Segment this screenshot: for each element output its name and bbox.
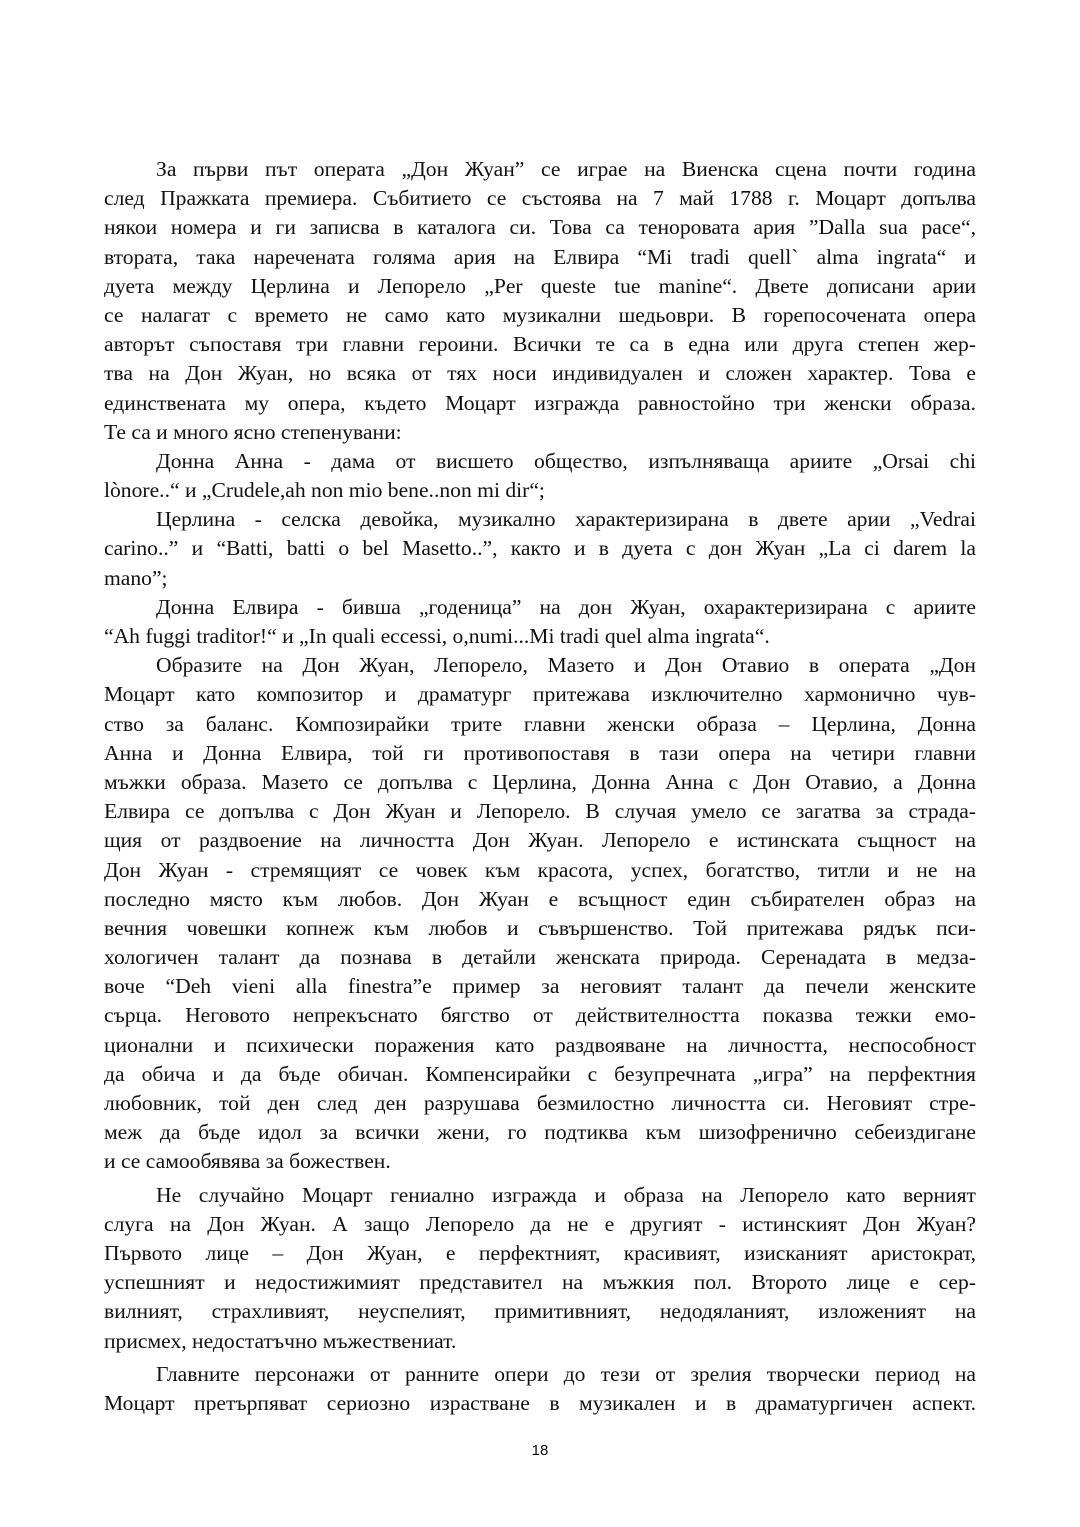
text-line: carino..” и “Batti, batti o bel Masetto..”, както и в дуета с дон Жуан „La ci darem la bbox=[104, 536, 976, 561]
text-line: меж да бъде идол за всички жени, го подтиква към шизофренично себеиздигане bbox=[104, 1120, 976, 1145]
text-line: Образите на Дон Жуан, Лепорело, Мазето и Дон Отавио в операта „Дон bbox=[156, 653, 976, 678]
text-line: след Пражката премиера. Събитието се състоява на 7 май 1788 г. Моцарт допълва bbox=[104, 186, 976, 211]
text-line: присмех, недостатъчно мъжествениат. bbox=[104, 1328, 457, 1353]
text-line: слуга на Дон Жуан. А защо Лепорело да не е другият - истинският Дон Жуан? bbox=[104, 1211, 976, 1236]
text-line: се налагат с времето не само като музикални шедьоври. В горепосочената опера bbox=[104, 302, 976, 327]
text-line: Елвира се допълва с Дон Жуан и Лепорело. В случая умело се загатва за страда- bbox=[104, 799, 976, 824]
text-line: ционални и психически поражения като раздвояване на личността, неспособност bbox=[104, 1032, 976, 1057]
page-number: 18 bbox=[531, 1442, 549, 1459]
text-line: единствената му опера, където Моцарт изгражда равностойно три женски образа. bbox=[104, 390, 976, 415]
paragraph-3 bbox=[104, 505, 976, 593]
text-line: Първото лице – Дон Жуан, е перфектният, красивият, изисканият аристократ, bbox=[104, 1240, 976, 1265]
paragraph-2 bbox=[104, 447, 976, 505]
text-line: ство за баланс. Композирайки трите главни женски образа – Церлина, Донна bbox=[104, 711, 976, 736]
text-line: Донна Анна - дама от висшето общество, изпълняваща ариите „Orsai chi bbox=[156, 448, 976, 473]
text-line: някои номера и ги записва в каталога си. Това са теноровата ария ”Dalla sua pace“, bbox=[104, 215, 976, 240]
text-line: воче “Deh vieni alla finestra”е пример за неговият талант да печели женските bbox=[104, 974, 976, 999]
text-line: дуета между Церлина и Лепорело „Per queste tue manine“. Двете дописани арии bbox=[104, 273, 976, 298]
text-line: Те са и много ясно степенувани: bbox=[104, 419, 402, 444]
paragraph-1 bbox=[104, 155, 976, 447]
text-line: За първи път операта „Дон Жуан” се играе на Виенска сцена почти година bbox=[156, 157, 976, 181]
paragraph-7 bbox=[104, 1360, 976, 1418]
paragraph-6 bbox=[104, 1181, 976, 1356]
text-line: lònore..“ и „Crudele,ah non mio bene..non mi dir“; bbox=[104, 478, 545, 503]
paragraph-5 bbox=[104, 651, 976, 1176]
text-line: мъжки образа. Мазето се допълва с Церлина, Донна Анна с Дон Отавио, а Донна bbox=[104, 769, 976, 794]
text-line: авторът съпоставя три главни героини. Всички те са в една или друга степен жер- bbox=[104, 332, 976, 357]
text-line: “Ah fuggi traditor!“ и „In quali eccessi, o,numi...Mi tradi quel alma ingrata“. bbox=[104, 624, 770, 648]
text-line: Главните персонажи от ранните опери до тези от зрелия творчески период на bbox=[156, 1361, 976, 1386]
text-line: успешният и недостижимият представител на мъжкия пол. Второто лице е сер- bbox=[104, 1270, 976, 1295]
text-line: Моцарт претърпяват сериозно израстване в музикален и в драматургичен аспект. bbox=[104, 1390, 976, 1415]
text-line: щия от раздвоение на личността Дон Жуан. Лепорело е истинската същност на bbox=[104, 828, 976, 853]
text-line: вилният, страхливият, неуспелият, примитивният, недодяланият, изложеният на bbox=[104, 1299, 976, 1324]
text-line: сърца. Неговото непрекъснато бягство от действителността показва тежки емо- bbox=[104, 1003, 976, 1028]
text-line: хологичен талант да познава в детайли женската природа. Серенадата в медза- bbox=[104, 945, 976, 970]
text-line: тва на Дон Жуан, но всяка от тях носи индивидуален и сложен характер. Това е bbox=[104, 361, 976, 386]
page-body bbox=[104, 155, 976, 1418]
text-line: Не случайно Моцарт гениално изгражда и образа на Лепорело като верният bbox=[156, 1182, 976, 1207]
text-line: Церлина - селска девойка, музикално характеризирана в двете арии „Vedrai bbox=[156, 507, 976, 532]
paragraph-4 bbox=[104, 593, 976, 651]
text-line: Анна и Донна Елвира, той ги противопоставя в тази опера на четири главни bbox=[104, 740, 976, 765]
text-line: вечния човешки копнеж към любов и съвършенство. Той притежава рядък пси- bbox=[104, 915, 976, 940]
text-line: любовник, той ден след ден разрушава безмилостно личността си. Неговият стре- bbox=[104, 1091, 976, 1115]
text-line: втората, така наречената голяма ария на Елвира “Mi tradi quell` alma ingrata“ и bbox=[104, 244, 976, 269]
text-line: Донна Елвира - бивша „годеница” на дон Жуан, охарактеризирана с ариите bbox=[156, 594, 976, 619]
text-line: Дон Жуан - стремящият се човек към красота, успех, богатство, титли и не на bbox=[104, 857, 976, 882]
text-line: да обича и да бъде обичан. Компенсирайки с безупречната „игра” на перфектния bbox=[104, 1061, 976, 1086]
text-line: mano”; bbox=[104, 565, 168, 590]
text-line: последно място към любов. Дон Жуан е всъщност един събирателен образ на bbox=[104, 886, 976, 911]
text-line: и се самообявява за божествен. bbox=[104, 1149, 391, 1174]
text-line: Моцарт като композитор и драматург притежава изключително хармонично чув- bbox=[104, 682, 976, 707]
